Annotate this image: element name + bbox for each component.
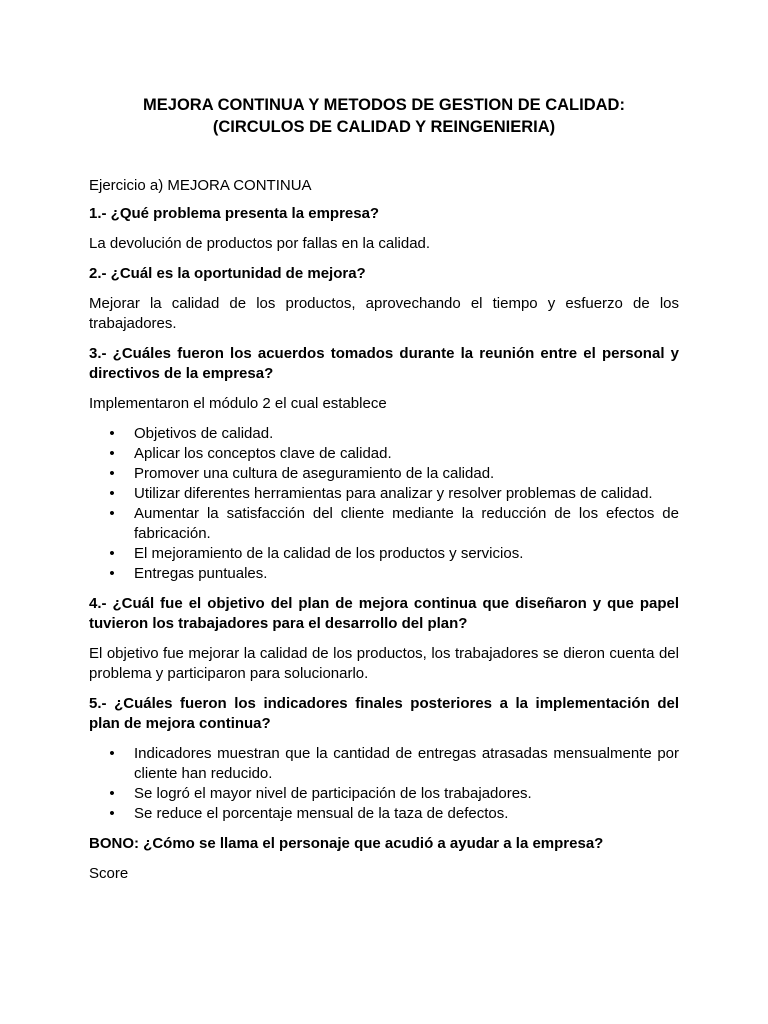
question-2: 2.- ¿Cuál es la oportunidad de mejora? — [89, 265, 366, 282]
bonus-question: BONO: ¿Cómo se llama el personaje que acudió a ayudar a la empresa? — [89, 835, 604, 852]
question-4: 4.- ¿Cuál fue el objetivo del plan de mejora continua que diseñaron y que papel tuvieron los trabajadores para el desarrollo del plan? — [89, 595, 679, 632]
question-1: 1.- ¿Qué problema presenta la empresa? — [89, 205, 380, 222]
exercise-heading: Ejercicio a) MEJORA CONTINUA — [89, 177, 312, 194]
agreements-list — [89, 424, 679, 584]
list-item: • Entregas puntuales. — [134, 564, 679, 584]
question-5: 5.- ¿Cuáles fueron los indicadores finales posteriores a la implementación del plan de mejora continua? — [89, 695, 679, 732]
question-3: 3.- ¿Cuáles fueron los acuerdos tomados durante la reunión entre el personal y directivos de la empresa? — [89, 345, 679, 382]
bullet-icon: • — [109, 805, 115, 822]
document-title — [89, 94, 679, 138]
answer-3-intro: Implementaron el módulo 2 el cual establece — [89, 395, 387, 412]
answer-4: El objetivo fue mejorar la calidad de los productos, los trabajadores se dieron cuenta del problema y participaron para solucionarlo. — [89, 645, 679, 682]
bullet-icon: • — [109, 425, 115, 442]
list-item: • Utilizar diferentes herramientas para analizar y resolver problemas de calidad. — [134, 484, 679, 504]
indicators-list — [89, 744, 679, 824]
bullet-icon: • — [109, 485, 115, 502]
bullet-icon: • — [109, 445, 115, 462]
list-item: • Objetivos de calidad. — [134, 424, 679, 444]
bonus-answer: Score — [89, 865, 129, 882]
list-item: • Indicadores muestran que la cantidad de entregas atrasadas mensualmente por cliente han reducido. — [134, 744, 679, 784]
answer-1: La devolución de productos por fallas en la calidad. — [89, 235, 431, 252]
bullet-icon: • — [109, 745, 115, 762]
bullet-icon: • — [109, 565, 115, 582]
bullet-icon: • — [109, 465, 115, 482]
answer-2: Mejorar la calidad de los productos, aprovechando el tiempo y esfuerzo de los trabajadores. — [89, 295, 679, 332]
list-item: • Se reduce el porcentaje mensual de la taza de defectos. — [134, 804, 679, 824]
title-line-2: (CIRCULOS DE CALIDAD Y REINGENIERIA) — [212, 118, 556, 136]
title-line-1: MEJORA CONTINUA Y METODOS DE GESTION DE CALIDAD: — [143, 96, 625, 114]
list-item: • Se logró el mayor nivel de participación de los trabajadores. — [134, 784, 679, 804]
bullet-icon: • — [109, 545, 115, 562]
bullet-icon: • — [109, 785, 115, 802]
list-item: • Promover una cultura de aseguramiento de la calidad. — [134, 464, 679, 484]
list-item: • Aumentar la satisfacción del cliente mediante la reducción de los efectos de fabricación. — [134, 504, 679, 544]
list-item: • El mejoramiento de la calidad de los productos y servicios. — [134, 544, 679, 564]
list-item: • Aplicar los conceptos clave de calidad. — [134, 444, 679, 464]
bullet-icon: • — [109, 505, 115, 522]
